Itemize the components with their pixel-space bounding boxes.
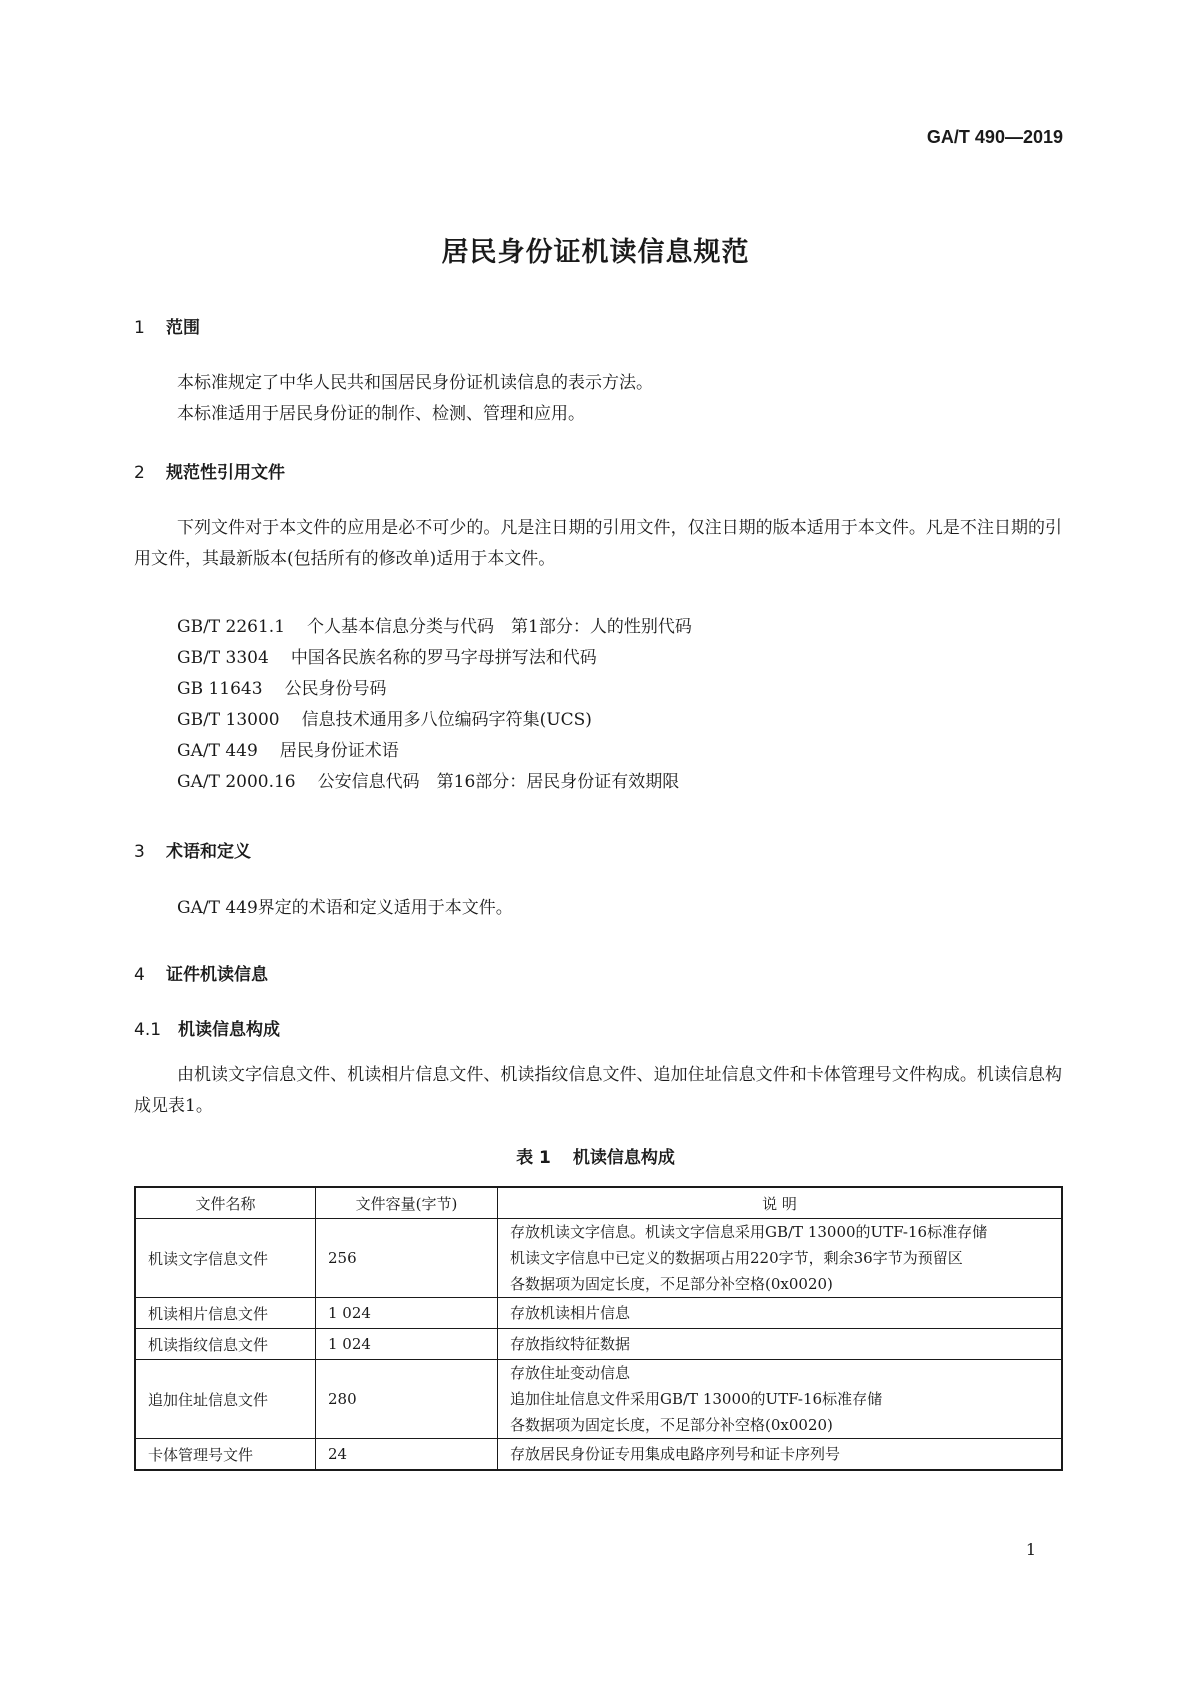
standard-number: GA/T 490—2019: [926, 127, 1063, 147]
description-cell: [498, 1219, 1063, 1298]
table-row: [135, 1219, 1062, 1298]
section-2-heading: [134, 458, 285, 483]
reference-item: [177, 612, 692, 643]
reference-code: GA/T 449: [177, 741, 258, 761]
description-line: 存放居民身份证专用集成电路序列号和证卡序列号: [510, 1445, 841, 1463]
reference-item: [177, 767, 692, 798]
info-table: [134, 1186, 1063, 1471]
file-size-cell: 256: [316, 1219, 498, 1298]
paragraph: 由机读文字信息文件、机读相片信息文件、机读指纹信息文件、追加住址信息文件和卡体管理号文件构成。机读信息构成见表1。: [134, 1065, 1062, 1116]
section-3-heading: [134, 837, 251, 862]
paragraph: 下列文件对于本文件的应用是必不可少的。凡是注日期的引用文件，仅注日期的版本适用于本文件。凡是不注日期的引用文件，其最新版本(包括所有的修改单)适用于本文件。: [134, 518, 1062, 569]
file-name-cell: 机读文字信息文件: [135, 1219, 316, 1298]
file-name-cell: 追加住址信息文件: [135, 1360, 316, 1439]
description-cell: [498, 1329, 1063, 1360]
paragraph: GA/T 449界定的术语和定义适用于本文件。: [177, 898, 513, 918]
reference-title: 信息技术通用多八位编码字符集(UCS): [301, 710, 592, 730]
section-4-1-heading: [134, 1015, 280, 1040]
file-size-cell: 1 024: [316, 1329, 498, 1360]
section-number: 2: [134, 463, 145, 483]
table-caption: [0, 1143, 1191, 1168]
section-4-heading: [134, 960, 268, 985]
section-number: 3: [134, 842, 145, 862]
description-cell: [498, 1360, 1063, 1439]
reference-item: [177, 643, 692, 674]
reference-title: 居民身份证术语: [279, 741, 399, 761]
section-number: 1: [134, 318, 145, 338]
table-row: [135, 1360, 1062, 1439]
reference-title: 公民身份号码: [284, 679, 387, 699]
section-number: 4.1: [134, 1020, 162, 1040]
file-name-cell: 机读指纹信息文件: [135, 1329, 316, 1360]
paragraph: 本标准规定了中华人民共和国居民身份证机读信息的表示方法。: [177, 373, 653, 393]
description-line: 各数据项为固定长度，不足部分补空格(0x0020): [510, 1275, 833, 1293]
section-2-intro: [134, 513, 1062, 575]
reference-title: 公安信息代码 第16部分：居民身份证有效期限: [317, 772, 680, 792]
paragraph: 本标准适用于居民身份证的制作、检测、管理和应用。: [177, 404, 585, 424]
description-line: 存放机读文字信息。机读文字信息采用GB/T 13000的UTF-16标准存储: [510, 1223, 988, 1241]
section-title: 术语和定义: [166, 842, 251, 862]
section-3-body: [134, 893, 1062, 924]
reference-code: GB/T 3304: [177, 648, 269, 668]
document-title: 居民身份证机读信息规范: [441, 237, 750, 268]
table-header-row: [135, 1187, 1062, 1219]
section-number: 4: [134, 965, 145, 985]
reference-code: GB 11643: [177, 679, 263, 699]
section-title: 证件机读信息: [166, 965, 268, 985]
reference-code: GB/T 2261.1: [177, 617, 286, 637]
file-name-cell: 卡体管理号文件: [135, 1439, 316, 1471]
reference-code: GB/T 13000: [177, 710, 280, 730]
column-header: 文件容量(字节): [316, 1187, 498, 1219]
description-line: 存放机读相片信息: [510, 1304, 631, 1322]
description-cell: [498, 1298, 1063, 1329]
reference-item: [177, 674, 692, 705]
description-cell: [498, 1439, 1063, 1471]
reference-code: GA/T 2000.16: [177, 772, 296, 792]
section-1-body: [134, 368, 1062, 430]
table-title: 机读信息构成: [572, 1148, 675, 1168]
section-title: 范围: [166, 318, 200, 338]
reference-item: [177, 736, 692, 767]
table-row: [135, 1329, 1062, 1360]
file-size-cell: 1 024: [316, 1298, 498, 1329]
column-header: 说 明: [498, 1187, 1063, 1219]
section-1-heading: [134, 313, 200, 338]
section-title: 规范性引用文件: [166, 463, 285, 483]
file-size-cell: 280: [316, 1360, 498, 1439]
reference-title: 个人基本信息分类与代码 第1部分：人的性别代码: [307, 617, 692, 637]
column-header: 文件名称: [135, 1187, 316, 1219]
section-4-1-body: [134, 1060, 1062, 1122]
description-line: 存放指纹特征数据: [510, 1335, 631, 1353]
reference-title: 中国各民族名称的罗马字母拼写法和代码: [290, 648, 597, 668]
file-size-cell: 24: [316, 1439, 498, 1471]
description-line: 机读文字信息中已定义的数据项占用220字节，剩余36字节为预留区: [510, 1249, 963, 1267]
table-row: [135, 1298, 1062, 1329]
section-title: 机读信息构成: [178, 1020, 280, 1040]
table-row: [135, 1439, 1062, 1471]
description-line: 存放住址变动信息: [510, 1364, 631, 1382]
table-label: 表 1: [516, 1148, 551, 1168]
page-number: 1: [1025, 1540, 1036, 1559]
file-name-cell: 机读相片信息文件: [135, 1298, 316, 1329]
description-line: 各数据项为固定长度，不足部分补空格(0x0020): [510, 1416, 833, 1434]
description-line: 追加住址信息文件采用GB/T 13000的UTF-16标准存储: [510, 1390, 883, 1408]
reference-item: [177, 705, 692, 736]
reference-list: [177, 612, 692, 798]
